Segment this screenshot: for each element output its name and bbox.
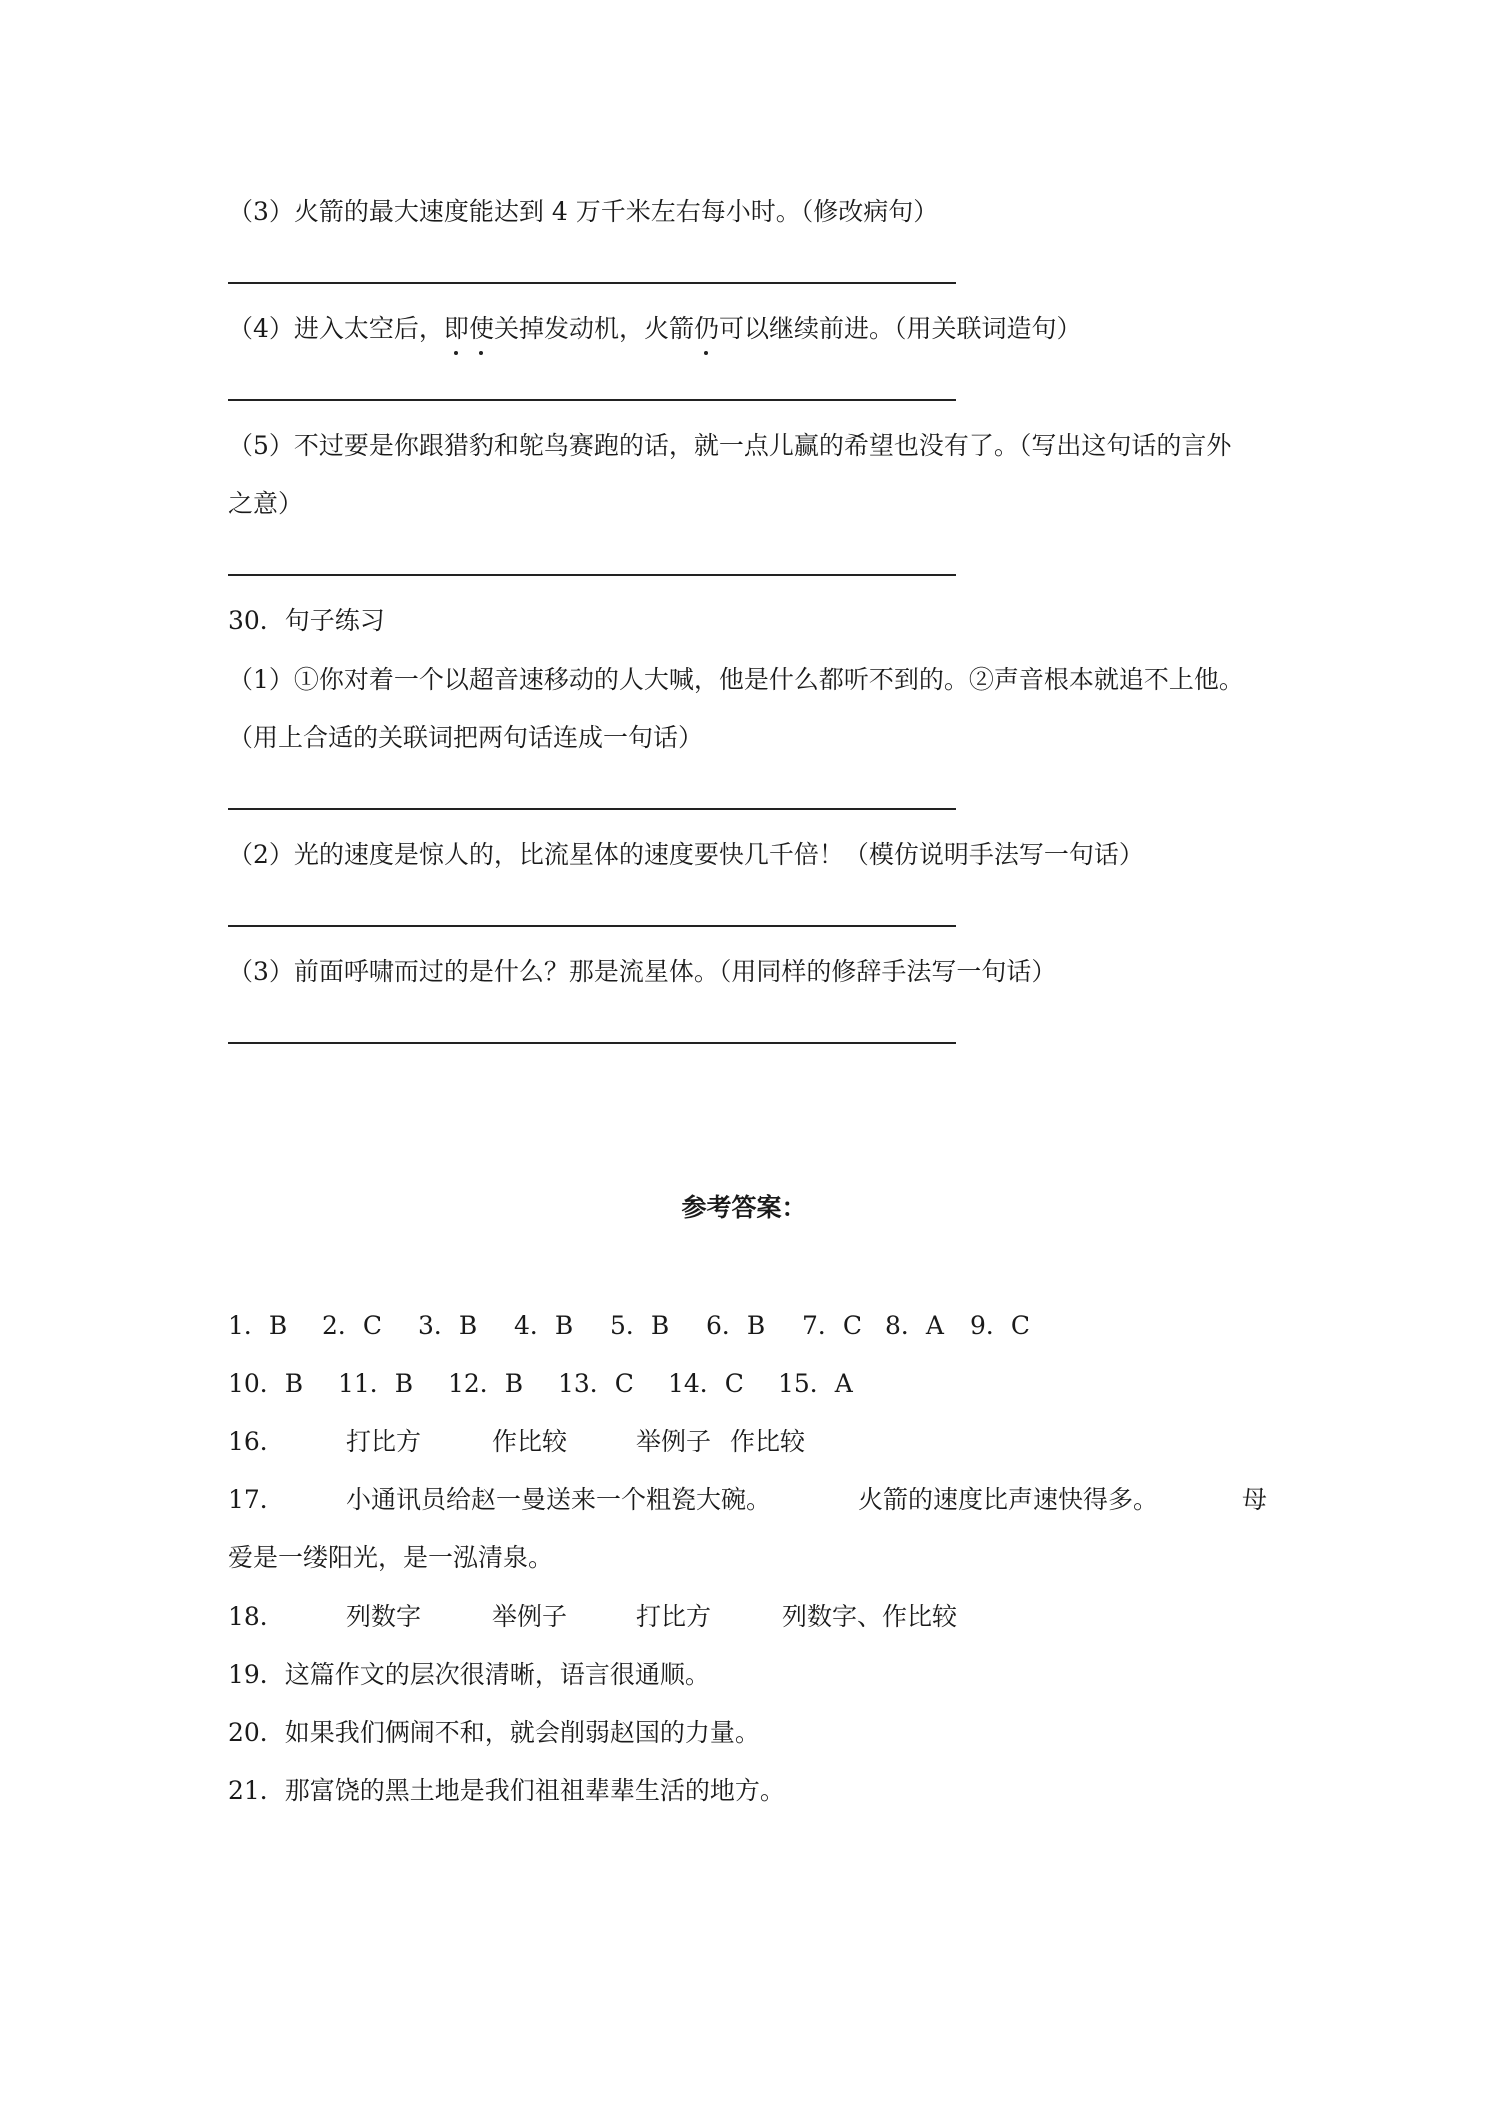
question-30-1-line-2: （用上合适的关联词把两句话连成一句话） (228, 723, 704, 752)
question-30-title: 30．句子练习 (228, 606, 385, 635)
answer-item: 举例子 (492, 1602, 568, 1631)
answer-number: 16． (228, 1427, 285, 1456)
answers-title: 参考答案： (681, 1193, 807, 1222)
answer-line-4[interactable] (228, 399, 956, 401)
answer-item: 11．B (338, 1369, 414, 1398)
question-4 (228, 309, 1082, 345)
answer-item: 4．B (514, 1311, 574, 1340)
answer-number: 18． (228, 1602, 285, 1631)
answer-item: 12．B (448, 1369, 524, 1398)
q4-post: 可以继续前进。（用关联词造句） (718, 314, 1082, 343)
answer-line-30-2[interactable] (228, 925, 956, 927)
answer-19: 19．这篇作文的层次很清晰，语言很通顺。 (228, 1660, 710, 1689)
question-30-3: （3）前面呼啸而过的是什么？那是流星体。（用同样的修辞手法写一句话） (228, 957, 1057, 986)
answer-item: 小通讯员给赵一曼送来一个粗瓷大碗。 (346, 1485, 772, 1514)
answer-item: 6．B (706, 1311, 766, 1340)
answer-item: 1．B (228, 1311, 288, 1340)
answer-item: 9．C (970, 1311, 1031, 1340)
answer-item: 作比较 (730, 1427, 806, 1456)
answer-item: 爱是一缕阳光，是一泓清泉。 (228, 1543, 554, 1572)
answer-item: 7．C (802, 1311, 863, 1340)
answer-21: 21．那富饶的黑土地是我们祖祖辈辈生活的地方。 (228, 1776, 785, 1805)
answer-20: 20．如果我们俩闹不和，就会削弱赵国的力量。 (228, 1718, 760, 1747)
question-30-1-line-1: （1）①你对着一个以超音速移动的人大喊，他是什么都听不到的。②声音根本就追不上他。 (228, 665, 1244, 694)
answer-item: 15．A (778, 1369, 853, 1398)
question-30-2: （2）光的速度是惊人的，比流星体的速度要快几千倍！（模仿说明手法写一句话） (228, 840, 1144, 869)
answer-item: 列数字 (346, 1602, 422, 1631)
answer-item: 8．A (885, 1311, 944, 1340)
answer-item: 5．B (610, 1311, 670, 1340)
q4-dot-char-1: 即 (444, 309, 469, 345)
question-5-line-2: 之意） (228, 489, 304, 518)
question-5-line-1: （5）不过要是你跟猎豹和鸵鸟赛跑的话，就一点儿赢的希望也没有了。（写出这句话的言外 (228, 431, 1232, 460)
answer-item: 母 (1242, 1485, 1268, 1514)
q4-mid: 关掉发动机，火箭 (493, 314, 694, 343)
answer-item: 举例子 (636, 1427, 712, 1456)
answer-item: 打比方 (346, 1427, 422, 1456)
answer-item: 3．B (418, 1311, 478, 1340)
answer-line-5[interactable] (228, 574, 956, 576)
question-3: （3）火箭的最大速度能达到 4 万千米左右每小时。（修改病句） (228, 197, 939, 226)
answer-item: 13．C (558, 1369, 634, 1398)
q4-dot-char-2: 使 (469, 309, 494, 345)
answer-item: 火箭的速度比声速快得多。 (858, 1485, 1159, 1514)
answer-item: 14．C (668, 1369, 744, 1398)
answer-item: 作比较 (492, 1427, 568, 1456)
answer-line-30-3[interactable] (228, 1042, 956, 1044)
q4-dot-char-3: 仍 (694, 309, 719, 345)
answer-line-30-1[interactable] (228, 808, 956, 810)
answer-line-3[interactable] (228, 282, 956, 284)
answer-item: 打比方 (636, 1602, 712, 1631)
answer-item: 2．C (322, 1311, 383, 1340)
q4-pre: （4）进入太空后， (228, 314, 444, 343)
answer-item: 列数字、作比较 (782, 1602, 958, 1631)
answer-item: 10．B (228, 1369, 304, 1398)
answer-number: 17． (228, 1485, 285, 1514)
